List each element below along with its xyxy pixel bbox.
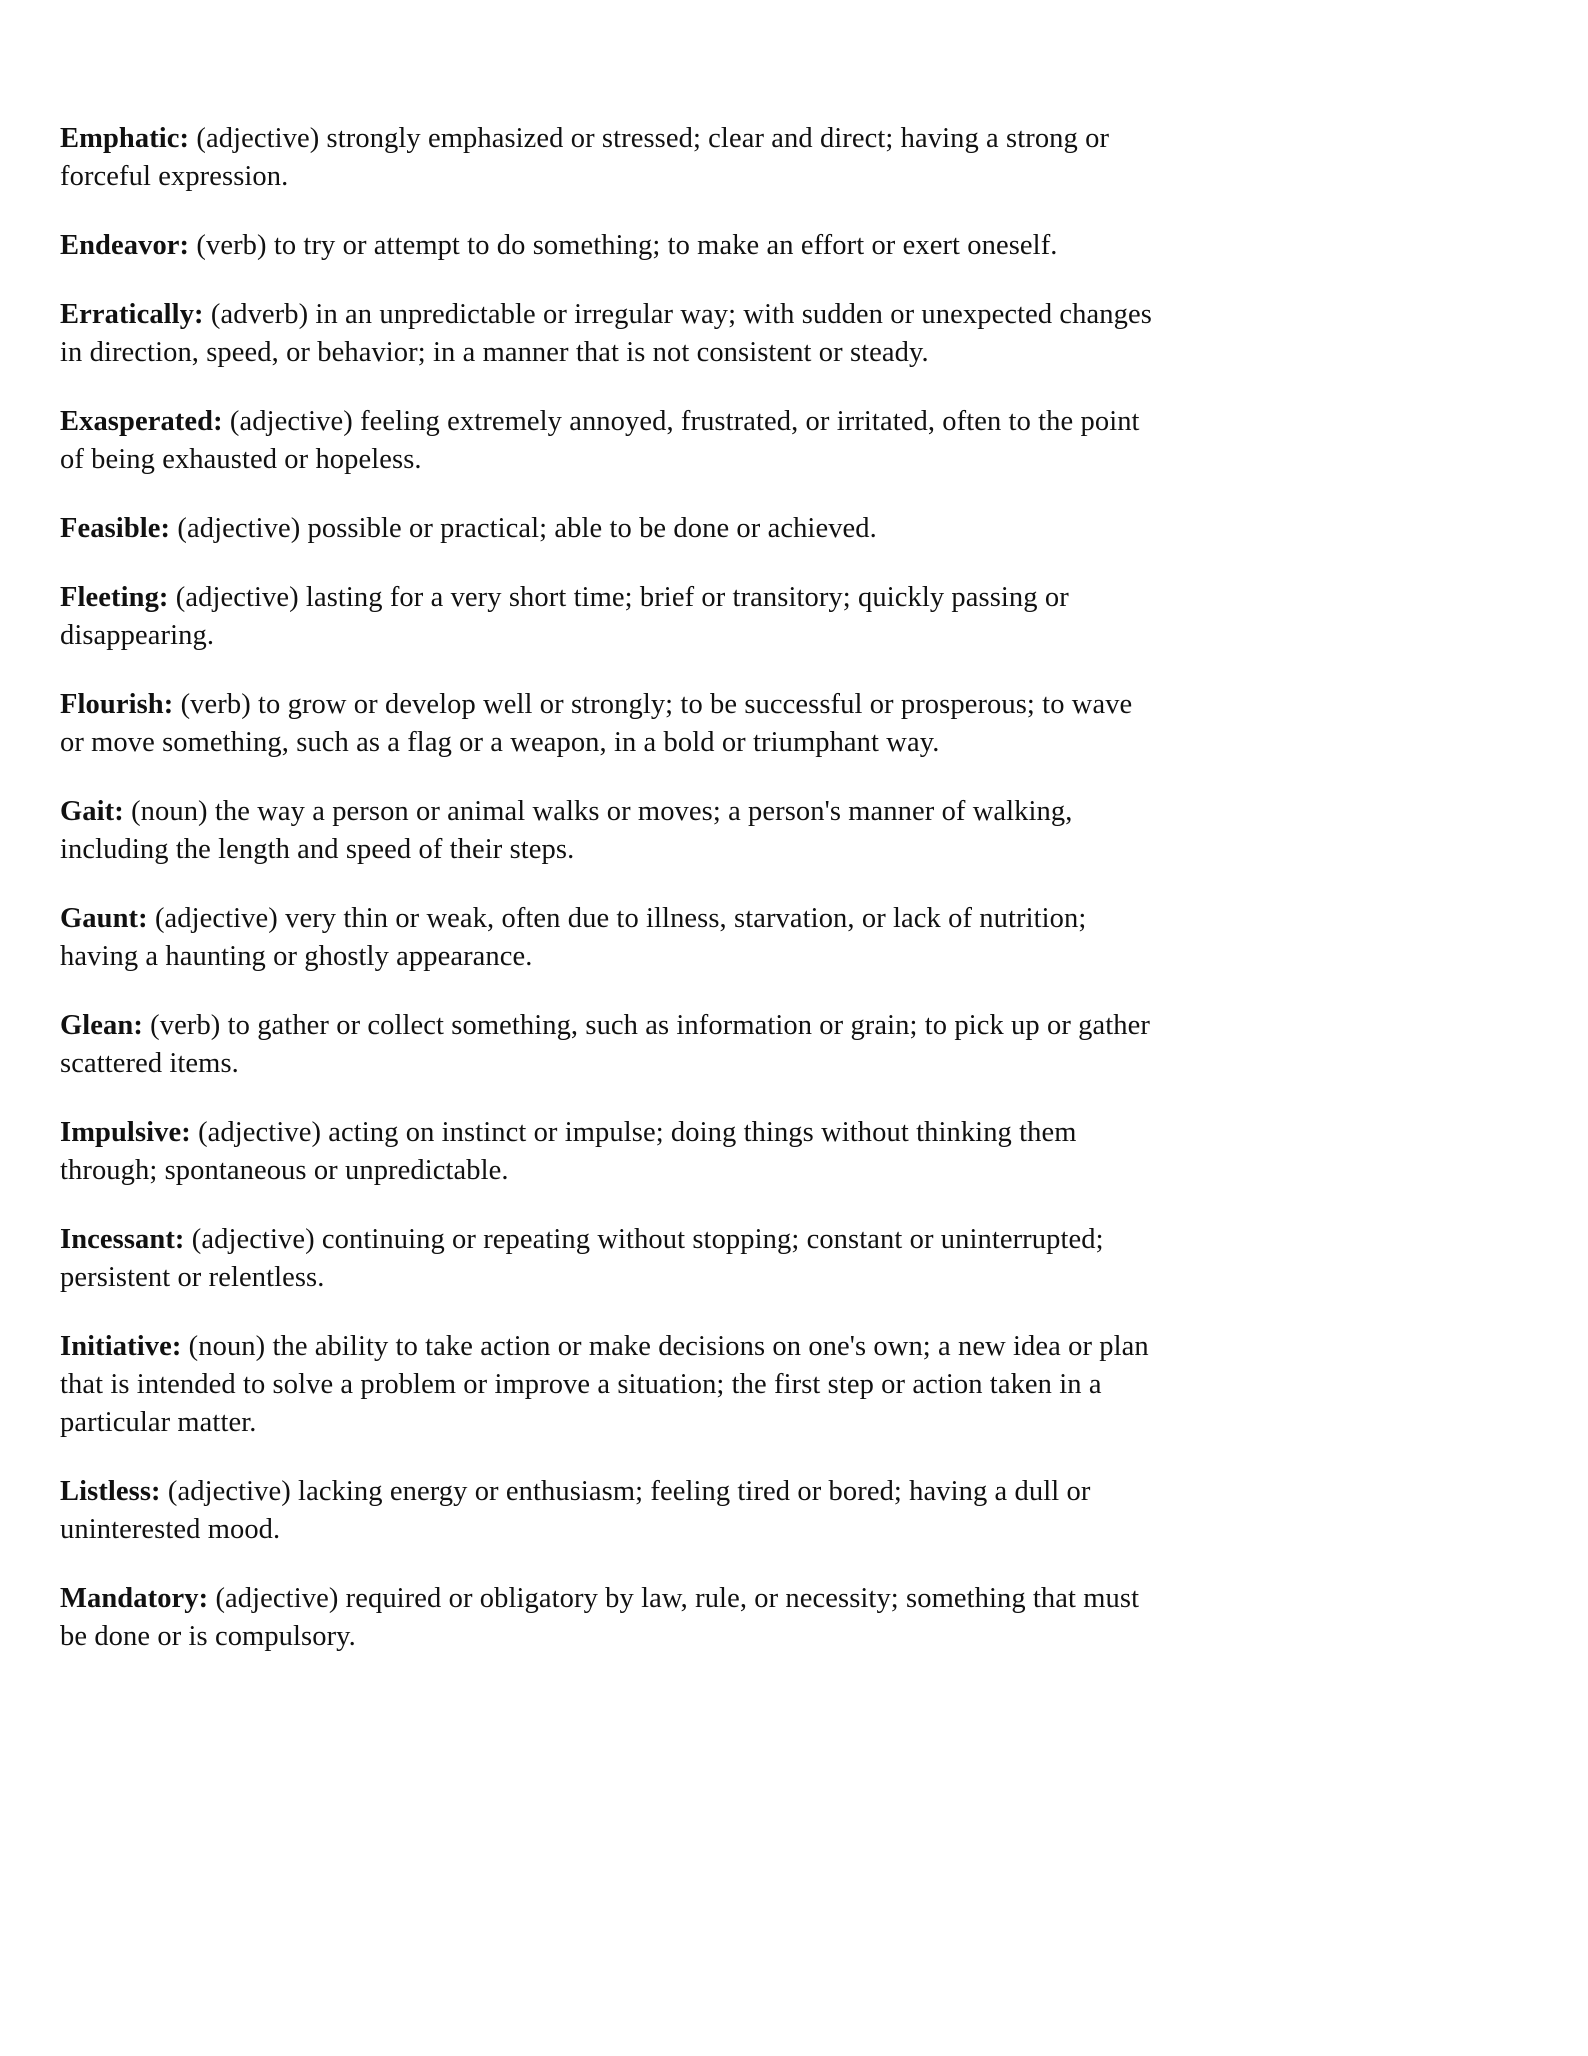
entry-term: Erratically: xyxy=(60,299,204,330)
definition-entry-flourish xyxy=(60,686,1160,762)
entry-term: Glean: xyxy=(60,1010,143,1041)
entry-definition: (noun) the ability to take action or make decisions on one's own; a new idea or plan that is intended to solve a problem or improve a situation; the first step or action taken in a particular matter. xyxy=(60,1331,1149,1438)
entry-term: Endeavor: xyxy=(60,230,190,261)
definition-entry-mandatory xyxy=(60,1580,1160,1656)
entry-term: Fleeting: xyxy=(60,582,169,613)
entry-term: Emphatic: xyxy=(60,123,190,154)
entry-term: Mandatory: xyxy=(60,1583,209,1614)
definition-entry-impulsive xyxy=(60,1114,1160,1190)
entry-definition: (verb) to try or attempt to do something; to make an effort or exert oneself. xyxy=(196,230,1058,261)
definition-entry-gait xyxy=(60,793,1160,869)
definition-entry-incessant xyxy=(60,1221,1160,1297)
entry-definition: (verb) to gather or collect something, such as information or grain; to pick up or gather scattered items. xyxy=(60,1010,1150,1079)
entry-definition: (noun) the way a person or animal walks or moves; a person's manner of walking, including the length and speed of their steps. xyxy=(60,796,1073,865)
entry-term: Gaunt: xyxy=(60,903,148,934)
definition-entry-emphatic xyxy=(60,120,1160,196)
entry-definition: (adjective) required or obligatory by law, rule, or necessity; something that must be done or is compulsory. xyxy=(60,1583,1140,1652)
entry-definition: (adjective) lacking energy or enthusiasm; feeling tired or bored; having a dull or uninterested mood. xyxy=(60,1476,1091,1545)
entry-term: Initiative: xyxy=(60,1331,182,1362)
entry-definition: (adjective) very thin or weak, often due to illness, starvation, or lack of nutrition; having a haunting or ghostly appearance. xyxy=(60,903,1087,972)
entry-definition: (adjective) feeling extremely annoyed, frustrated, or irritated, often to the point of being exhausted or hopeless. xyxy=(60,406,1140,475)
entry-definition: (verb) to grow or develop well or strongly; to be successful or prosperous; to wave or move something, such as a flag or a weapon, in a bold or triumphant way. xyxy=(60,689,1133,758)
entry-term: Listless: xyxy=(60,1476,161,1507)
entry-definition: (adjective) continuing or repeating without stopping; constant or uninterrupted; persistent or relentless. xyxy=(60,1224,1104,1293)
entry-term: Exasperated: xyxy=(60,406,223,437)
definition-entry-exasperated xyxy=(60,403,1160,479)
entry-definition: (adjective) lasting for a very short time; brief or transitory; quickly passing or disappearing. xyxy=(60,582,1069,651)
entry-definition: (adjective) acting on instinct or impulse; doing things without thinking them through; spontaneous or unpredictable. xyxy=(60,1117,1077,1186)
definition-entry-feasible xyxy=(60,510,1160,548)
entry-term: Feasible: xyxy=(60,513,171,544)
entry-term: Impulsive: xyxy=(60,1117,191,1148)
definition-entry-listless xyxy=(60,1473,1160,1549)
definition-entry-glean xyxy=(60,1007,1160,1083)
definition-entry-erratically xyxy=(60,296,1160,372)
definition-entry-fleeting xyxy=(60,579,1160,655)
entry-definition: (adjective) possible or practical; able to be done or achieved. xyxy=(177,513,877,544)
definition-entry-gaunt xyxy=(60,900,1160,976)
definition-entry-endeavor xyxy=(60,227,1160,265)
entry-definition: (adjective) strongly emphasized or stressed; clear and direct; having a strong or forceful expression. xyxy=(60,123,1110,192)
definition-entry-initiative xyxy=(60,1328,1160,1442)
entry-definition: (adverb) in an unpredictable or irregular way; with sudden or unexpected changes in direction, speed, or behavior; in a manner that is not consistent or steady. xyxy=(60,299,1152,368)
entry-term: Flourish: xyxy=(60,689,174,720)
definition-list xyxy=(60,120,1160,1656)
entry-term: Gait: xyxy=(60,796,124,827)
entry-term: Incessant: xyxy=(60,1224,185,1255)
